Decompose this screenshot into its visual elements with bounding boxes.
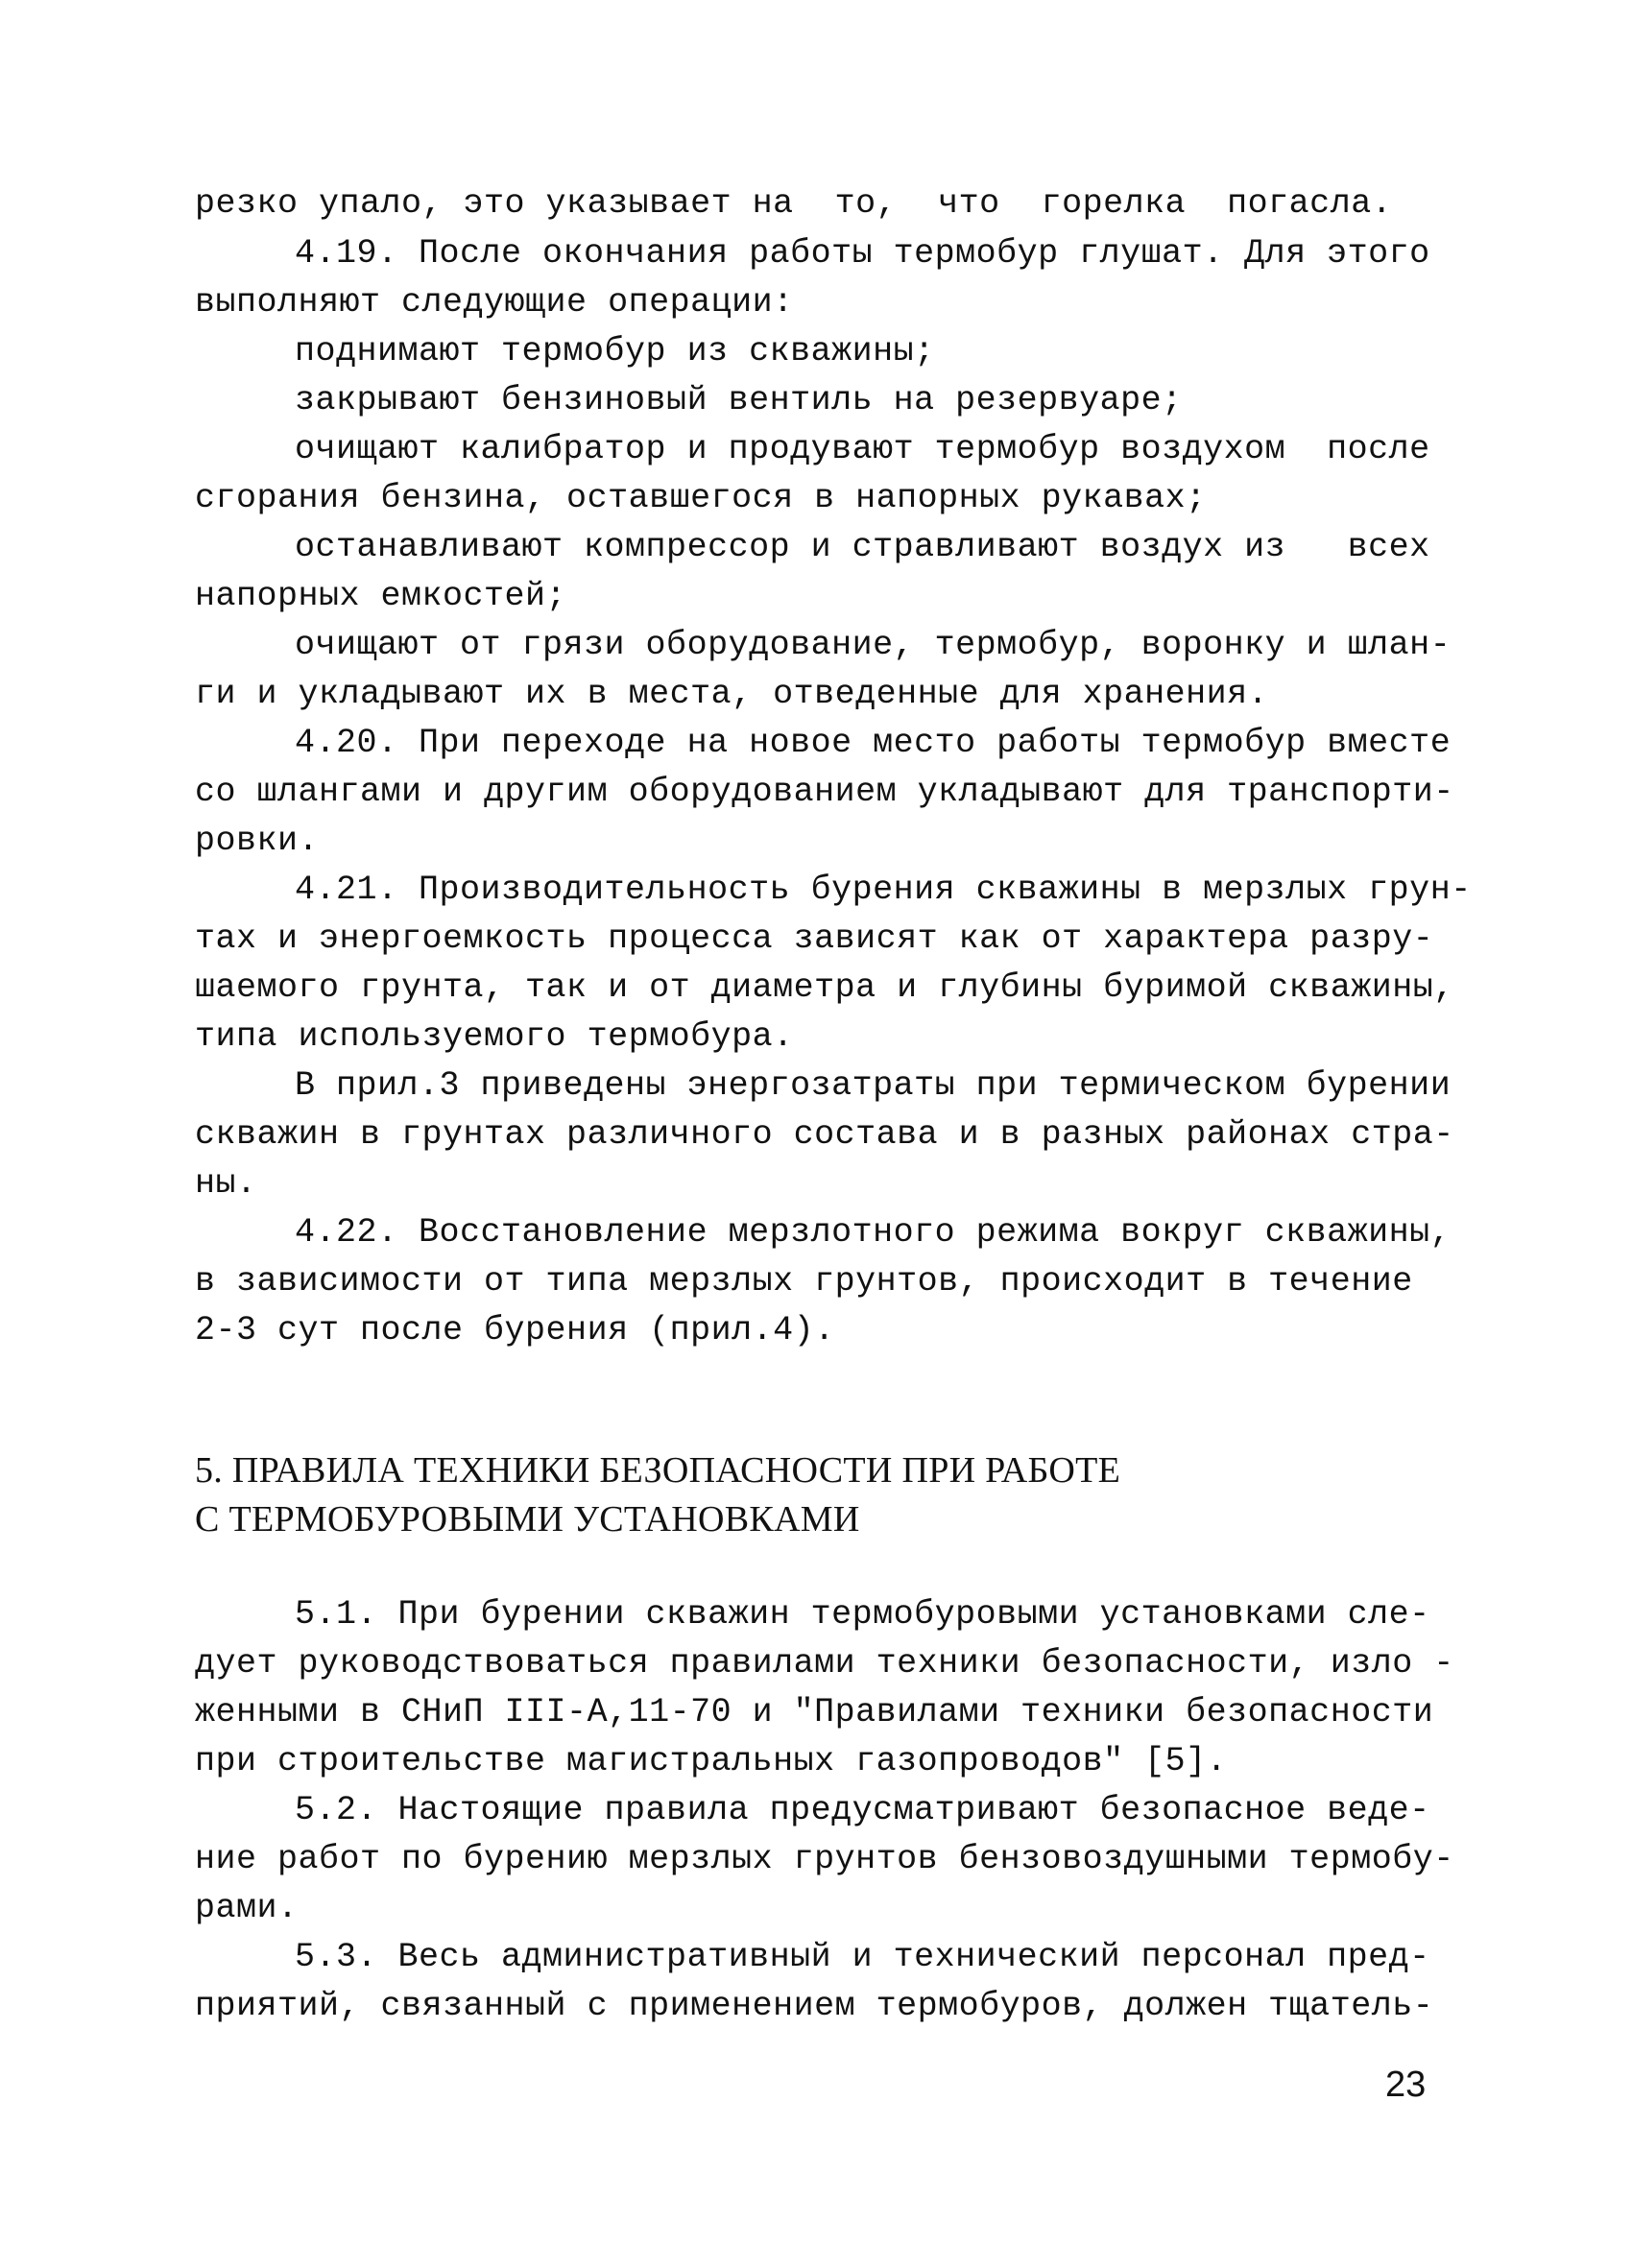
text-line: рами. xyxy=(195,1889,299,1927)
list-item: останавливают компрессор и стравливают воздух из всех xyxy=(295,528,1430,566)
paragraph-4-19: 4.19. После окончания работы термобур глушат. Для этого xyxy=(295,234,1430,273)
text-line: выполняют следующие операции: xyxy=(195,283,794,322)
paragraph-5-1: 5.1. При бурении скважин термобуровыми установками сле- xyxy=(295,1595,1430,1634)
section-heading: С ТЕРМОБУРОВЫМИ УСТАНОВКАМИ xyxy=(195,1499,860,1540)
paragraph-4-21: 4.21. Производительность бурения скважины в мерзлых грун- xyxy=(295,871,1472,909)
paragraph-4-20: 4.20. При переходе на новое место работы термобур вместе xyxy=(295,724,1452,762)
text-line: 2-3 сут после бурения (прил.4). xyxy=(195,1311,835,1349)
text-line: резко упало, это указывает на то, что горелка погасла. xyxy=(195,184,1393,223)
text-line: тах и энергоемкость процесса зависят как от характера разру- xyxy=(195,919,1434,958)
text-line: типа используемого термобура. xyxy=(195,1017,794,1056)
list-item: очищают от грязи оборудование, термобур, воронку и шлан- xyxy=(295,626,1452,664)
text-line: скважин в грунтах различного состава и в разных районах стра- xyxy=(195,1115,1454,1154)
page-number: 23 xyxy=(1385,2065,1427,2105)
text-line: дует руководствоваться правилами техники безопасности, изло - xyxy=(195,1644,1454,1683)
paragraph-appendix-3: В прил.3 приведены энергозатраты при термическом бурении xyxy=(295,1066,1452,1105)
paragraph-4-22: 4.22. Восстановление мерзлотного режима вокруг скважины, xyxy=(295,1213,1452,1252)
text-line: ны. xyxy=(195,1164,257,1203)
text-line: со шлангами и другим оборудованием укладывают для транспорти- xyxy=(195,773,1454,811)
paragraph-5-3: 5.3. Весь административный и технический персонал пред- xyxy=(295,1938,1430,1976)
paragraph-5-2: 5.2. Настоящие правила предусматривают безопасное веде- xyxy=(295,1791,1430,1829)
list-item: поднимают термобур из скважины; xyxy=(295,332,935,370)
text-line: сгорания бензина, оставшегося в напорных рукавах; xyxy=(195,479,1207,517)
text-line: ги и укладывают их в места, отведенные для хранения. xyxy=(195,675,1269,713)
text-line: женными в СНиП III-А,11-70 и "Правилами техники безопасности xyxy=(195,1693,1434,1731)
list-item: закрывают бензиновый вентиль на резервуаре; xyxy=(295,381,1183,419)
section-heading: 5. ПРАВИЛА ТЕХНИКИ БЕЗОПАСНОСТИ ПРИ РАБОТЕ xyxy=(195,1450,1121,1491)
text-line: при строительстве магистральных газопроводов" [5]. xyxy=(195,1742,1228,1780)
list-item: очищают калибратор и продувают термобур воздухом после xyxy=(295,430,1430,468)
text-line: шаемого грунта, так и от диаметра и глубины буримой скважины, xyxy=(195,968,1454,1007)
text-line: ровки. xyxy=(195,822,320,860)
text-line: напорных емкостей; xyxy=(195,577,567,615)
text-line: ние работ по бурению мерзлых грунтов бензовоздушными термобу- xyxy=(195,1840,1454,1878)
text-line: приятий, связанный с применением термобуров, должен тщатель- xyxy=(195,1987,1434,2025)
text-line: в зависимости от типа мерзлых грунтов, происходит в течение xyxy=(195,1262,1413,1301)
